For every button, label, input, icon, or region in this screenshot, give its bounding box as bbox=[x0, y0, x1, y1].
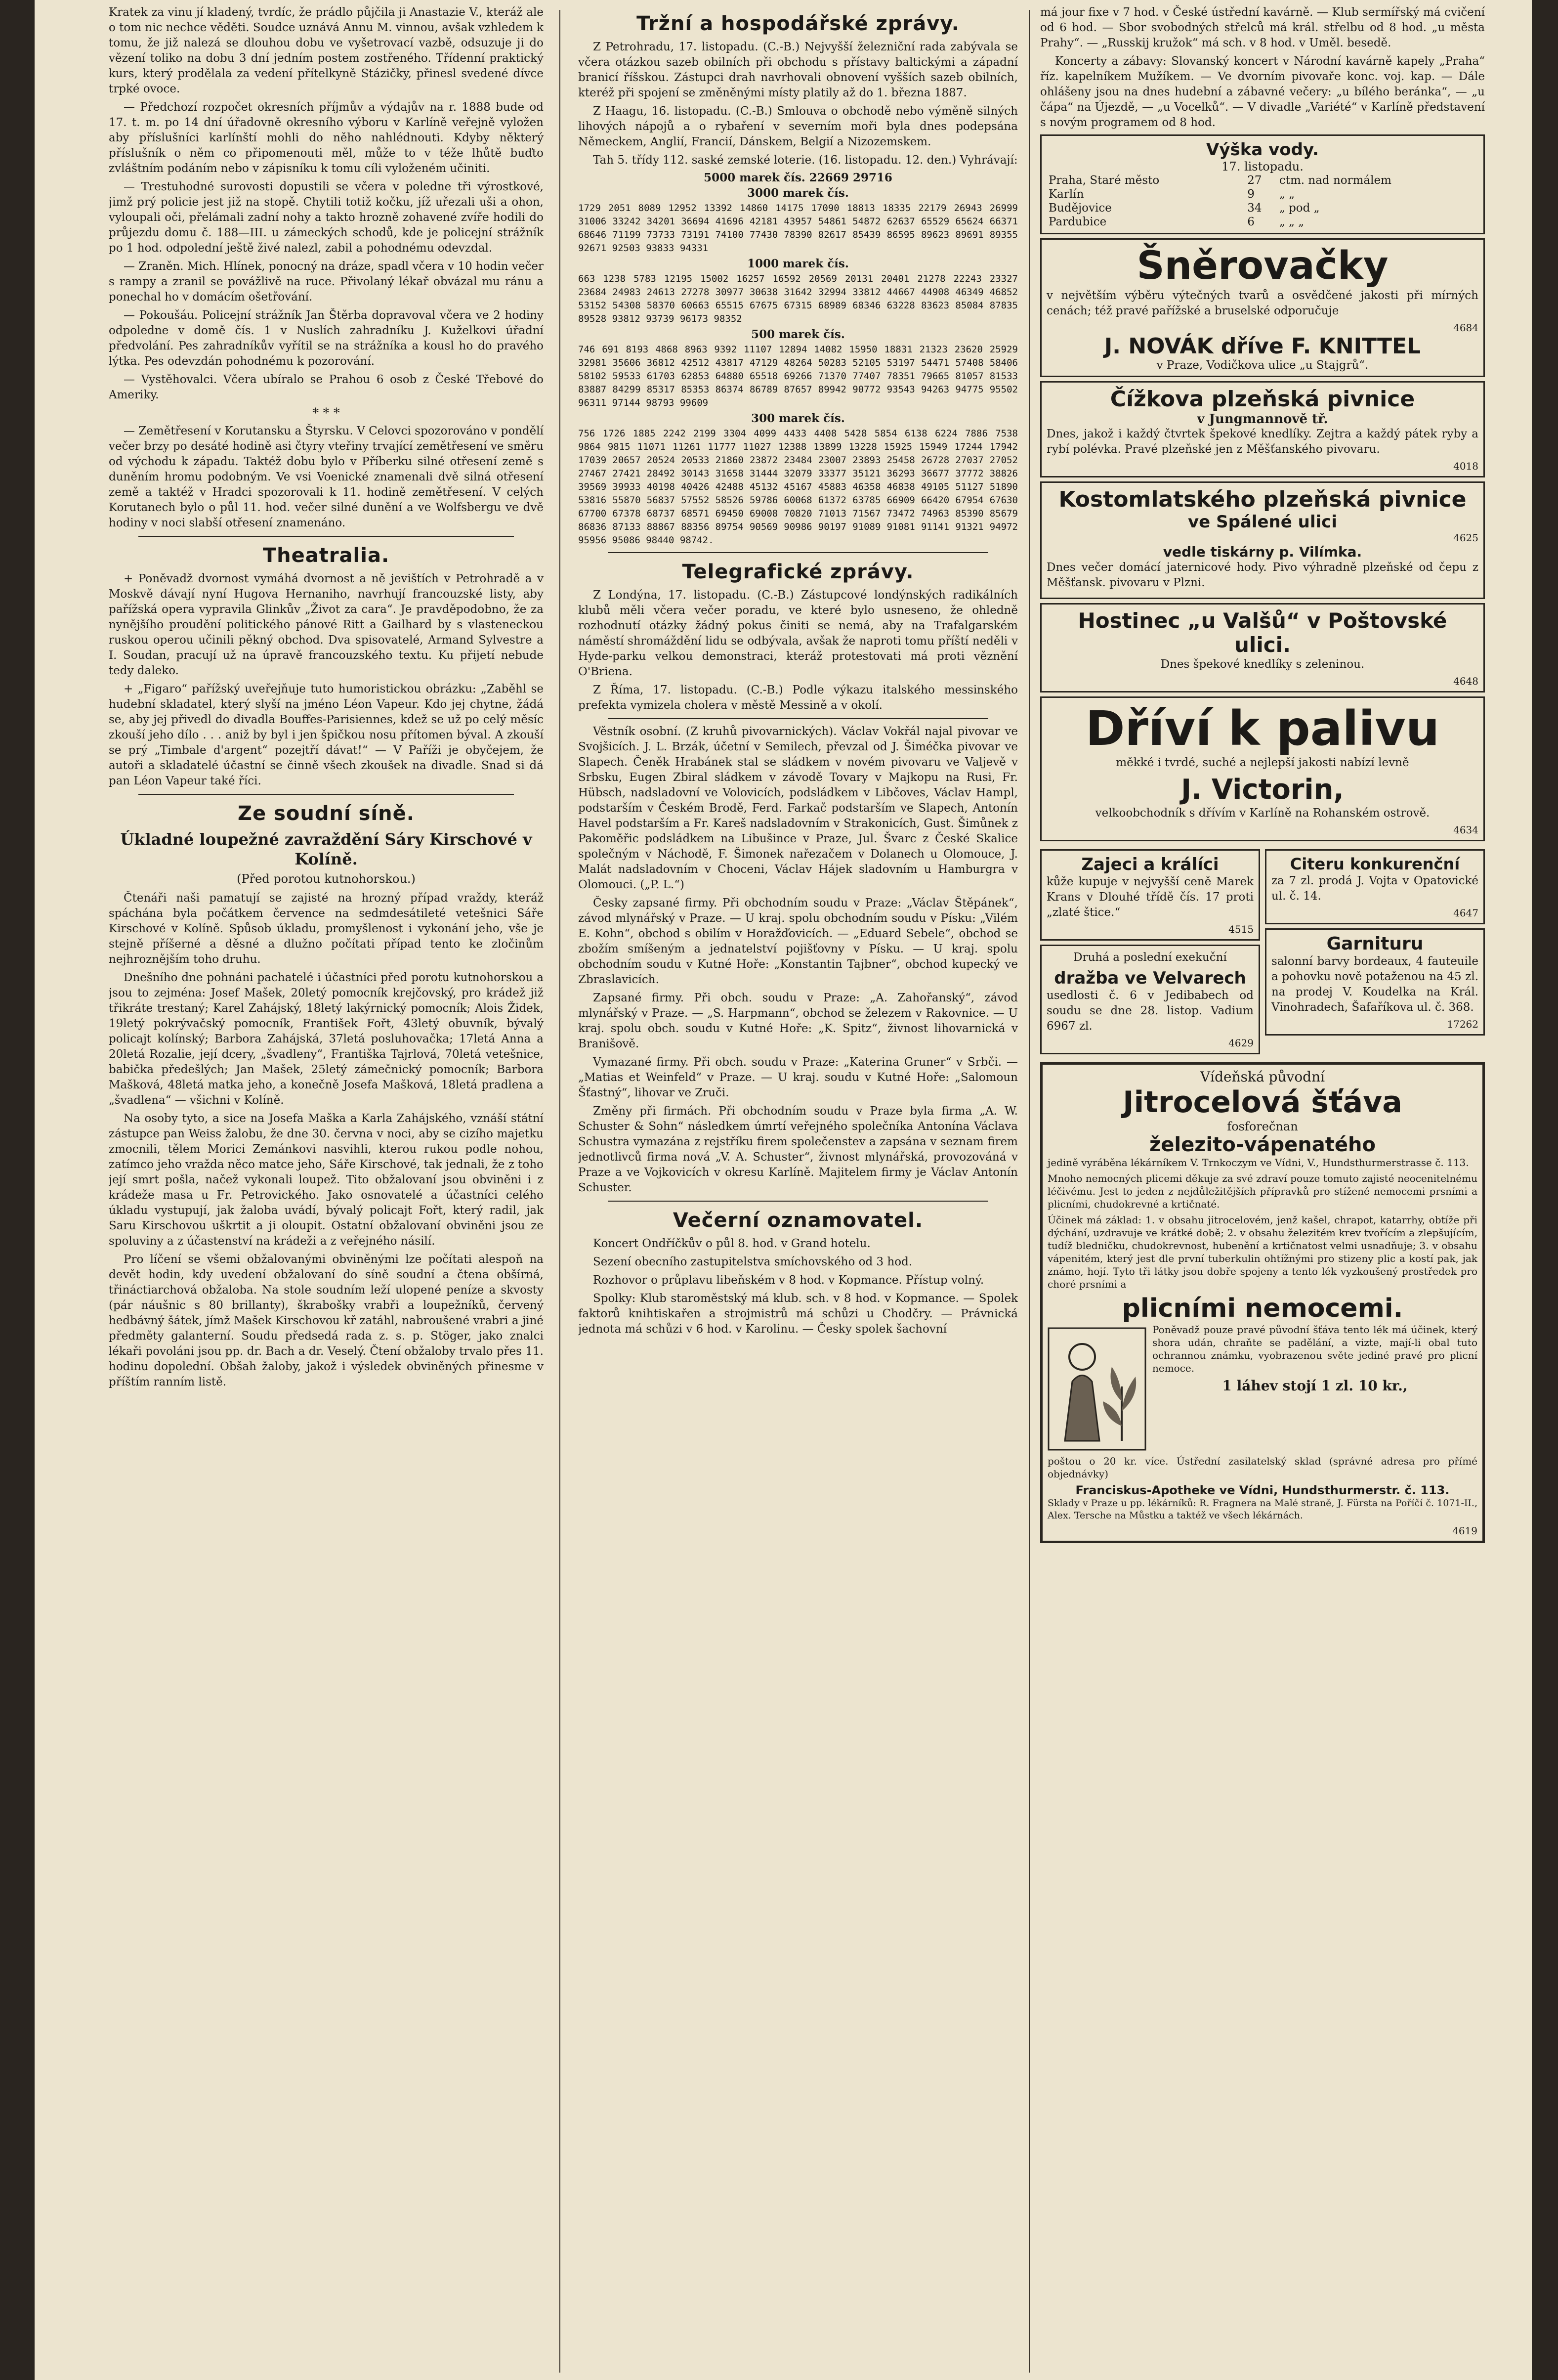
intro-paragraph: Kratek za vinu jí kladený, tvrdíc, že prádlo půjčila ji Anastazie V., kteráž ale o tom nic nechce věděti. Soudce uznává Annu M. vinnou, avšak vzhledem k tomu, že již nalezá se dlouhou dobu ve vyšetrovací vazbě, odsuzuje ji do vězení toliko na dobu 3 dní jedním postem zostřeného. Třídenní praktický kurs, který prodělala za vedení přítelkyně Stázičky, přinesl svedené dívce trpké ovoce. bbox=[109, 6, 544, 95]
water-level-box bbox=[1040, 134, 1485, 234]
court-note: (Před porotou kutnohorskou.) bbox=[237, 872, 416, 886]
market-2: Z Haagu, 16. listopadu. (C.-B.) Smlouva o obchodě nebo výměně silných lihových nápojů a o rybaření v severním moři byla dnes podepsána Německem, Anglií, Francií, Dánskem, Belgií a Nizozemskem. bbox=[578, 105, 1018, 148]
column-3 bbox=[1040, 5, 1485, 1547]
lottery-500-head: 500 marek čís. bbox=[751, 328, 845, 341]
lottery-1000-numbers: 663 1238 5783 12195 15002 16257 16592 20569 20131 20401 21278 22243 23327 23684 24983 24613 27278 30977 30638 31642 32994 33812 44667 44908 46349 46852 53152 54308 58370 60663 65515 67675 67315 68989 68346 63228 83623 85084 87835 89528 93812 93739 96173 98352 bbox=[578, 273, 1018, 324]
news-emigrants: — Vystěhovalci. Včera ubíralo se Prahou 6 osob z České Třebové do Ameriky. bbox=[109, 373, 544, 401]
ad-garnitur: Garnituru salonní barvy bordeaux, 4 fauteuile a pohovku nově potaženou na 45 zl. na prodej V. Koudelka na Král. Vinohradech, Šafaříkova ul. č. 368. 17262 bbox=[1265, 928, 1485, 1036]
small-ads-left bbox=[1040, 845, 1260, 1058]
ad-zajeci: Zajeci a králíci kůže kupuje v nejvyšší ceně Marek Krans v Dlouhé třídě čís. 17 proti „zlaté štice.“ 4515 bbox=[1040, 849, 1260, 941]
vestnik-4: Vymazané firmy. Při obch. soudu v Praze: „Katerina Gruner“ v Srbči. — „Matias et Weinfeld“ v Praze. — U kraj. soudu v Kutné Hoře: „Salomoun Šťastný“, lihovar ve Zruči. bbox=[578, 1056, 1018, 1099]
evening-3: Rozhovor o průplavu libeňském v 8 hod. v Kopmance. Přístup volný. bbox=[593, 1274, 984, 1287]
market-heading: Tržní a hospodářské zprávy. bbox=[636, 12, 960, 35]
telegraph-1: Z Londýna, 17. listopadu. (C.-B.) Zástupcové londýnských radikálních klubů měli včera večer poradu, ve které bylo usneseno, že ohledně rozhodnutí otázky žádný pokus činiti se nemá, aby na Trafalgarském náměstí shromáždění lidu se odbývala, avšak že naproti tomu příští neděli v Hyde-parku velkou demonstraci, kteráž protestovati má proti věznění O'Briena. bbox=[578, 589, 1018, 678]
ad-drivi: Dříví k palivu měkké i tvrdé, suché a nejlepší jakosti nabízí levně J. Victorin, velkoobchodník s dřívím v Karlíně na Rohanském ostrově. 4634 bbox=[1040, 696, 1485, 841]
ad-title: Šněrovačky bbox=[1137, 244, 1389, 288]
evening-heading: Večerní oznamovatel. bbox=[673, 1209, 924, 1232]
evening-1: Koncert Ondříčkův o půl 8. hod. v Grand hotelu. bbox=[593, 1237, 871, 1250]
newspaper-page bbox=[35, 0, 1532, 2380]
lottery-3000-numbers: 1729 2051 8089 12952 13392 14860 14175 17090 18813 18335 22179 26943 26999 31006 33242 34201 36694 41696 42181 43957 54861 54872 62637 65529 65624 66371 68646 71199 73733 73191 74100 77430 78390 82617 85439 86595 89623 89691 89355 92671 92503 93833 94331 bbox=[578, 203, 1018, 254]
water-date: 17. listopadu. bbox=[1221, 160, 1304, 173]
ad-hostinec: Hostinec „u Valšů“ v Poštovské ulici. Dnes špekové knedlíky s zeleninou. 4648 bbox=[1040, 603, 1485, 692]
water-title: Výška vody. bbox=[1206, 140, 1319, 160]
court-4: Pro líčení se všemi obžalovanými obviněnými lze počítati alespoň na devět hodin, kdy uvedení obžalovaní do síně soudní a čtena obšírná, třináctiarchová obžaloba. Na stole soudním leží ulopené peníze a skvosty (pár náušnic s 80 brillanty), škrabošky vrabři a loupežníků, červený hedbávný šátek, jímž Mašek Kirschovou kř zatáhl, nabroušené vrabri a jiné předměty galanterní. Soudu předsedá rada z. s. p. Stöger, jako znalci lékaři povoláni jsou pp. dr. Bach a dr. Veselý. Čtení obžaloby trvalo přes 11. hodinu dopolední. Obšah žaloby, jakož i výsledek obviněných přinesme v příštím ranním listě. bbox=[109, 1253, 544, 1388]
vestnik-1: Věstník osobní. (Z kruhů pivovarnických). Václav Vokřál najal pivovar ve Svojšicích. J. L. Brzák, účetní v Semilech, převzal od J. Šiméčka pivovar ve Slapech. Čeněk Hrabánek stal se sládkem v novém pivovaru ve Valjevě v Srbsku, Eugen Zbiral sládkem v závodě Tovary v Majkopu na Rusi, Fr. Hübsch, nadsladovní ve Volovicích, podsládkem v Libčoves, Václav Hampl, podstarším v Českém Brodě, Ferd. Farkač podstarším ve Slapech, Antonín Havel podstarším a Fr. Kareš nadsladovním v Strakonicích, Gust. Šimůnek z Pakoměřic podsládkem na Libušince v Praze, Jul. Švarc z České Skalice společným v Náchodě, F. Šimonek nařezačem v Dolanech u Olomouce, J. Malát nadsladovním v Choceni, Václav Hájek sladovním u Hamburgra v Olomouci. („P. L.“) bbox=[578, 725, 1018, 891]
telegraph-heading: Telegrafické zprávy. bbox=[682, 561, 914, 583]
telegraph-2: Z Říma, 17. listopadu. (C.-B.) Podle výkazu italského messinského prefekta vymizela cholera v městě Messině a v okolí. bbox=[578, 684, 1018, 712]
ad-citera: Citeru konkurenční za 7 zl. prodá J. Vojta v Opatovické ul. č. 14. 4647 bbox=[1265, 849, 1485, 924]
column-1 bbox=[109, 5, 544, 1393]
news-dogbite: — Pokoušáu. Policejní strážník Jan Štěrba dopravoval včera ve 2 hodiny odpoledne v domě čís. 1 v Nuslích zahradníku J. Kuželkovi úřadní předvolání. Pes zahradníkův vyřítil se na strážníka a kousl ho do pravého lýtka. Pes odevzdán pohodnému k pozorování. bbox=[109, 309, 544, 368]
theatralia-2: + „Figaro“ pařížský uveřejňuje tuto humoristickou obrázku: „Zaběhl se hudební skladatel, který slyší na jméno Léon Vapeur. Kdo jej chytne, žádá se, aby jej přivedl do divadla Bouffes-Parisiennes, kdež se už po celý měsíc zkouší jeho dílo . . . aniž by byl i jen špičkou nosu přítomen býval. A zkouší se prý „Timbale d'argent“ pozejtří dávat!“ — V Paříži je obyčejem, že autoři a skladatelé účastní se činně všech zkoušek na divadle. Snad si dá pan Léon Vapeur také říci. bbox=[109, 683, 544, 787]
evening-continued: má jour fixe v 7 hod. v České ústřední kavárně. — Klub sermířský má cvičení od 6 hod. — Sbor svobodných střelců má král. střelbu od 8 hod. „u města Prahy“. — „Russkij kružok“ má sch. v 8 hod. v Uměl. besedě. bbox=[1040, 6, 1485, 49]
ad-jitrocel: Vídeňská původní Jitrocelová šťáva fosforečnan železito-vápenatého jedině vyráběna lékárníkem V. Trnkoczym ve Vídni, V., Hundsthurmerstrasse č. 113. Mnoho nemocných plicemi děkuje za své zdraví pouze tomuto zajisté neocenitelnému léčivému. Jest to jeden z nejdůležitějších přípravků pro stížené nemocemi prsními a plicními, chudokrevné a krtičnaté. Účinek má základ: 1. v obsahu jitrocelovém, jenž kašel, chrapot, katarrhy, obtíže při dýchání, uzdravuje ve krátké době; 2. v obsahu železitém krev tvořícím a zlepšujícím, tudíž bledničku, chudokrevnost, hubenění a krtičnatost velmi usnadňuje; 3. v obsahu vápenitém, který jest dle první tuberkulin ohtížnými pro stizeny plic a kostí pak, jak známo, hojí. Tyto tři látky jsou dobře spojeny a tento lék vyzkoušený prostředek pro choré prsními a plicními nemocemi. Poněvadž pouze pravé původní šťáva tento lék má účinek, který shora udán, chraňte se padělání, a vizte, mají-li obal tuto ochrannou známku, vyobrazenou světe jediné pravé pro plicní nemoce. 1 láhev stojí 1 zl. 10 kr., poštou o 20 kr. více. Ústřední zasilatelský sklad (správné adresa pro přímé objednávky) Franciskus-Apotheke ve Vídni, Hundsthurmerstr. č. 113. Sklady v Praze u pp. lékárníků: R. Fragnera na Malé straně, J. Fürsta na Poříčí č. 1071-II., Alex. Tersche na Můstku a taktéž ve všech lékárnách. 4619 bbox=[1040, 1062, 1485, 1543]
divider bbox=[608, 718, 988, 719]
lottery-500-numbers: 746 691 8193 4868 8963 9392 11107 12894 14082 15950 18831 21323 23620 25929 32981 35606 36812 42512 43817 47129 48264 50283 52105 53197 54471 57408 58406 58102 59533 61703 62853 64880 65518 69266 71370 77407 78351 79665 81057 81533 83887 84299 85317 85353 86374 86789 87657 89942 90772 93543 94263 94775 95502 96311 97144 98793 99609 bbox=[578, 344, 1018, 408]
divider bbox=[608, 552, 988, 553]
theatralia-1: + Poněvadž dvornost vymáhá dvornost a ně jevištích v Petrohradě a v Moskvě dávají nyní Hugova Hernaniho, navrhují francouzské listy, aby pařížská opera vypravila Glinkův „Život za cara“. Je pravděpodobno, že za nynějšího proudění politického pánové Ritt a Gailhard by s vlasteneckou ruskou operou učinili pěkný obchod. Dva spisovatelé, Armand Sylvestre a I. Soudan, pracují už na úpravě francouzského textu. Ku přijetí nebude tedy daleko. bbox=[109, 572, 544, 677]
market-3: Tah 5. třídy 112. saské zemské loterie. (16. listopadu. 12. den.) Vyhrávají: bbox=[593, 154, 1018, 167]
court-subheading: Úkladné loupežné zavraždění Sáry Kirschové v Kolíně. bbox=[120, 830, 532, 868]
court-2: Dnešního dne pohnáni pachatelé i účastníci před porotu kutnohorskou a jsou to zejména: Josef Mašek, 20letý pomocník krejčovský, pro krádež již třikráte trestaný; Karel Zahájský, 18letý lakýrnický pomocník; Alois Židek, 19letý pokrývačský pomocník, František Fořt, 43letý obuvník, bývalý policajt kolínský; Barbora Zahájská, 37letá posluhovačka; 17letá Anna a 20letá Rozalie, její dcery, „švadleny“, Františka Tajrlová, 70letá vetešnice, babička předešlých; Jan Mašek, 25letý zámečnický pomocník; Barbora Mašková, 48letá matka jeho, a konečně Josefa Mašková, 18letá pradlena a „švadlena“ — všichni v Kolíně. bbox=[109, 971, 544, 1107]
divider bbox=[608, 1201, 988, 1202]
lottery-3000-head: 3000 marek čís. bbox=[747, 186, 849, 200]
small-ads-row bbox=[1040, 845, 1485, 1058]
concerts: Koncerty a zábavy: Slovanský koncert v Národní kavárně kapely „Praha“ říz. kapelníkem Mužíkem. — Ve dvorním pivovaře konc. voj. kap. — Dále ohlášeny jsou na dnes hudební a zábavné večery: „u bílého beránka“, — „u čápa“ na Újezdě, — „u Vocelků“. — V divadle „Variété“ v Karlíně představení s novým programem od 8 hod. bbox=[1040, 55, 1485, 129]
table-row: Pardubice 6 „ „ „ bbox=[1049, 216, 1305, 228]
market-1: Z Petrohradu, 17. listopadu. (C.-B.) Nejvyšší železniční rada zabývala se včera otázkou sazeb obilních při obchodu s přístavy baltickými a západní branicí říšskou. Zástupci drah navrhovali obnovení vyšších sazeb obilních, kteréž při spojení se změněnými místy platily až do 1. března 1887. bbox=[578, 41, 1018, 99]
lottery-5000: 5000 marek čís. 22669 29716 bbox=[704, 171, 892, 184]
ad-jitrocel-text: Poněvadž pouze pravé původní šťáva tento lék má účinek, který shora udán, chraňte se padělání, a vizte, mají-li obal tuto ochrannou známku, vyobrazenou světe jediné pravé pro plicní nemoce. 1 láhev stojí 1 zl. 10 kr., bbox=[1152, 1324, 1477, 1394]
column-rule bbox=[1029, 10, 1030, 2373]
lottery-300-head: 300 marek čís. bbox=[751, 412, 845, 425]
court-1: Čtenáři naši pamatují se zajisté na hrozný případ vraždy, kteráž spáchána byla počátkem července na sedmdesátileté vetešnici Sáře Kirschové v Kolíně. Spůsob úkladu, promyšlenost i vykonání jeho, vše je stejně příšerné a děsné a dlužno počítati případ tento ke zločinům nejhroznějším toho druhu. bbox=[109, 892, 544, 966]
table-row: Budějovice 34 „ pod „ bbox=[1049, 202, 1320, 215]
vestnik-2: Česky zapsané firmy. Při obchodním soudu v Praze: „Václav Štěpánek“, závod mlynářský v Praze. — U kraj. spolu obchodním soudu v Písku: „Vilém E. Kohn“, obchod s obilím v Horažďovicích. — „Eduard Sebele“, obchod se zbožím smíšeným a jednatelství pojišťovny v Písku. — U kraj. spolu obchodním soudu v Kutné Hoře: „Konstantin Tajbner“, obchod kupecký ve Zbraslavicích. bbox=[578, 897, 1018, 986]
lottery-1000-head: 1000 marek čís. bbox=[747, 257, 849, 270]
ad-jitrocel-body bbox=[1048, 1323, 1477, 1455]
evening-2: Sezení obecního zastupitelstva smíchovského od 3 hod. bbox=[593, 1255, 913, 1268]
column-rule bbox=[559, 10, 560, 2373]
table-row: Praha, Staré město 27 ctm. nad normálem bbox=[1049, 174, 1391, 187]
news-injury: — Zraněn. Mich. Hlínek, ponocný na dráze, spadl včera v 10 hodin večer s rampy a zranil se povážlivě na ruce. Přivolaný lékař obvázal mu ránu a ponechal ho v domácím ošetřování. bbox=[109, 260, 544, 303]
lottery-300-numbers: 756 1726 1885 2242 2199 3304 4099 4433 4408 5428 5854 6138 6224 7886 7538 9864 9815 11071 11261 11777 11027 12388 13899 13228 15925 15949 17244 17942 17039 20657 20524 20533 21860 23872 23484 23007 23893 25458 26728 27037 27052 27467 27421 28492 30143 31658 31444 32079 33377 35121 36293 36677 37772 38826 39569 39933 40198 40426 42488 45132 45167 45883 46358 46838 49105 51127 51890 53816 55870 56837 57552 58526 59786 60068 61372 63785 66909 66420 67954 67630 67700 67378 68737 68571 69450 69008 70820 71013 71567 73472 74963 85390 85679 86836 87133 88867 88356 89754 90569 90986 90197 91089 91081 91141 91321 94972 95956 95086 98440 98742. bbox=[578, 428, 1018, 546]
court-heading: Ze soudní síně. bbox=[238, 802, 415, 825]
column-2 bbox=[578, 5, 1018, 1340]
court-3: Na osoby tyto, a sice na Josefa Maška a Karla Zahájského, vznáší státní zástupce pan Weiss žalobu, že dne 30. června v noci, aby se cizího majetku zmocnili, tělem Morici Zemánkovi nasvihli, kterou rukou podle nohou, zatímco jeho vražda něco matce jeho, Sáře Kirschové, tak jednali, že z toho její smrt pošla, načež vykonali loupež. Tito obžalovaní jsou obviněni i z krádeže masa u Fr. Petrovického. Jako osnovatelé a účastníci celého úkladu vystupují, jak žaloba uvádí, bývalý policajt Fořt, který radil, jak Saru Kirschovou uškrtit a ji oloupit. Ostatní obžalovaní obviněni jsou ze spoluviny a z účastenství na krádeži a z veřejného násilí. bbox=[109, 1112, 544, 1248]
news-earthquake: — Zemětřesení v Korutansku a Štyrsku. V Celovci spozorováno v pondělí večer brzy po desáté hodině asi čtyry vteřiny trvající zemětřesení ve směru od východu k západu. Taktéž dobu bylo v Příberku silné otřesení země s duněním hromu podobným. Ve vsi Voenické znamenali dvě silná otřesení země a taktéž v Hradci spozorovali k 11. hodině zemětřesení. V celých Korutanech bylo o půl 11. hod. večer silné dunění a ve Wolfsbergu ve dvě hodiny v noci slabší otřesení znamenáno. bbox=[109, 425, 544, 529]
vestnik-3: Zapsané firmy. Při obch. soudu v Praze: „A. Zahořanský“, závod mlynářský v Praze. — „S. Harpmann“, obchod se železem v Rakovnice. — U kraj. spolu obch. soudu v Kutné Hoře: „K. Spitz“, živnost lihovarnická v Branišově. bbox=[578, 992, 1018, 1050]
table-row: Karlín 9 „ „ bbox=[1049, 188, 1295, 201]
ad-drazba: Druhá a poslední exekuční dražba ve Velvarech usedlosti č. 6 v Jedibabech od soudu se dne 28. listop. Vadium 6967 zl. 4629 bbox=[1040, 945, 1260, 1054]
ad-cizkova: Čížkova plzeňská pivnice v Jungmannově tř. Dnes, jakož i každý čtvrtek špekové knedlíky. Zejtra a každý pátek ryby a rybí polévka. Pravé plzeňské jen z Měšťanského pivovaru. 4018 bbox=[1040, 381, 1485, 477]
monk-plant-illustration-icon bbox=[1048, 1327, 1146, 1451]
evening-4: Spolky: Klub staroměstský má klub. sch. v 8 hod. v Kopmance. — Spolek faktorů knihtiskařen a strojmistrů má schůzi u Chodčry. — Právnická jednota má schůzi v 6 hod. v Karolinu. — Česky spolek šachovní bbox=[578, 1292, 1018, 1336]
ad-kostomlat: Kostomlatského plzeňská pivnice ve Spálené ulici 4625 vedle tiskárny p. Vilímka. Dnes večer domácí jaternicové hody. Pivo výhradně plzeňské od čepu z Měšťansk. pivovaru v Plzni. bbox=[1040, 481, 1485, 599]
water-table bbox=[1047, 173, 1478, 229]
news-cruelty: — Trestuhodné surovosti dopustili se včera v poledne tři výrostkové, jimž prý policie jest již na stopě. Chytili totiž kočku, jíž uřezali uši a ohon, vyloupali oči, přelámali zadní nohy a takto hrozně zohavené zvíře hodili do průjezdu domu č. 188—III. u zámeckých schodů, kde je policejní strážník po 1 hod. odpolední ještě živé nalezl, zabil a pohodnému odevzdal. bbox=[109, 180, 544, 255]
divider bbox=[138, 794, 514, 795]
news-budget: — Předchozí rozpočet okresních příjmův a výdajův na r. 1888 bude od 17. t. m. po 14 dní úřadovně okresního výboru v Karlíně veřejně vyložen aby příslušníci karlínští mohli do něho nahlédnouti. Kdyby některý příslušník o něm co připomenouti měl, může to v téže lhůtě buďto zvláštním podáním nebo v zápisníku k tomu cíli vyloženém učiniti. bbox=[109, 101, 544, 175]
vestnik-5: Změny při firmách. Při obchodním soudu v Praze byla firma „A. W. Schuster & Sohn“ následkem úmrtí veřejného společníka Antonína Václava Schustra vymazána z rejstříku firem společenstev a zapsána v seznam firem jednotlivců firma nová „V. A. Schuster“, živnost mlynářská, provozováná v Praze a ve Vojkovicích v okresu Karlíně. Majitelem firmy je Václav Antonín Schuster. bbox=[578, 1105, 1018, 1194]
theatralia-heading: Theatralia. bbox=[262, 544, 390, 567]
ad-snerovacky: Šněrovačky v největším výběru výtečných tvarů a osvědčené jakosti při mírných cenách; též pravé pařížské a bruselské odporučuje 4684 J. NOVÁK dříve F. KNITTEL v Praze, Vodičkova ulice „u Stajgrů“. bbox=[1040, 238, 1485, 377]
small-ads-right bbox=[1265, 845, 1485, 1058]
section-stars: * * * bbox=[312, 406, 340, 421]
divider bbox=[138, 536, 514, 537]
